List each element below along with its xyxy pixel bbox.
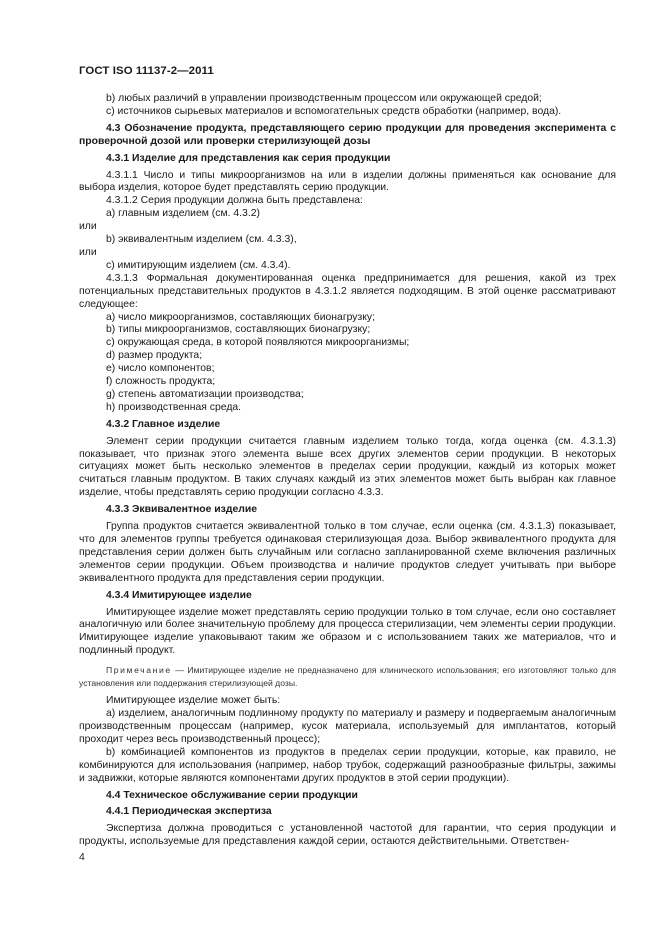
- or-separator: или: [79, 246, 97, 258]
- list-item: c) окружающая среда, в которой появляются микроорганизмы;: [106, 337, 410, 349]
- list-item: g) степень автоматизации производства;: [106, 388, 304, 400]
- list-item: a) главным изделием (см. 4.3.2): [106, 208, 260, 220]
- list-item: c) источников сырьевых материалов и вспомогательных средств обработки (например, вода).: [106, 105, 562, 117]
- list-item: f) сложность продукта;: [106, 376, 216, 388]
- list-item: b) эквивалентным изделием (см. 4.3.3),: [106, 234, 297, 246]
- list-item: b) любых различий в управлении производственным процессом или окружающей средой;: [106, 93, 542, 104]
- paragraph: Имитирующее изделие может быть:: [106, 695, 281, 707]
- page-content: [79, 93, 616, 849]
- paragraph-4-3-1-3: 4.3.1.3 Формальная документированная оценка предпринимается для решения, какой из трех потенциальных представительных продуктов в 4.3.1.2 является подходящим. В этой оценке рассматривают следующее:: [79, 272, 616, 310]
- list-item: h) производственная среда.: [106, 401, 242, 413]
- section-heading-4-3-1: 4.3.1 Изделие для представления как серия продукции: [106, 152, 391, 164]
- or-separator: или: [79, 221, 97, 233]
- note-text: — Имитирующее изделие не предназначено для клинического использования; его изготовляют только для установления или поддержания стерилизующей дозы.: [79, 665, 616, 688]
- section-heading-4-4-1: 4.4.1 Периодическая экспертиза: [106, 806, 272, 818]
- section-heading-4-3-3: 4.3.3 Эквивалентное изделие: [106, 504, 257, 516]
- paragraph-4-3-3: Группа продуктов считается эквивалентной только в том случае, если оценка (см. 4.3.1.3) показывает, что для элементов группы требуется одинаковая стерилизующая доза. Выбор эквивалентного продукта для представления серии должен быть случайным или согласно запланированной схеме включения различных элементов серии продукции. Объем производства и наличие продуктов следует учитывать при выборе эквивалентного продукта для представления серии продукции.: [79, 521, 616, 584]
- section-heading-4-3-2: 4.3.2 Главное изделие: [106, 418, 221, 430]
- note: [79, 664, 616, 689]
- list-item: b) комбинацией компонентов из продуктов в пределах серии продукции, которые, как правило, не комбинируются для использования (например, набор трубок, содержащий разнообразные фильтры, зажимы и задвижки, которые являются компонентами других продуктов в этой серии продукции).: [79, 746, 616, 784]
- list-item: c) имитирующим изделием (см. 4.3.4).: [106, 259, 291, 271]
- section-heading-4-4: 4.4 Техническое обслуживание серии продукции: [106, 789, 358, 801]
- paragraph-4-4-1: Экспертиза должна проводиться с установленной частотой для гарантии, что серия продукции и продукты, используемые для представления каждой серии, остаются действительными. Ответствен-: [79, 823, 616, 848]
- list-item: a) изделием, аналогичным подлинному продукту по материалу и размеру и подвергаемым аналогичным производственным процессам (например, кусок материала, используемый для имплантатов, который проходит через весь производственный процесс);: [79, 708, 616, 745]
- paragraph-4-3-1-1: 4.3.1.1 Число и типы микроорганизмов на или в изделии должны применяться как основание для выбора изделия, которое будет представлять серию продукции.: [79, 169, 616, 194]
- list-item: e) число компонентов;: [106, 363, 215, 375]
- list-item: b) типы микроорганизмов, составляющих бионагрузку;: [106, 324, 371, 336]
- paragraph-4-3-4: Имитирующее изделие может представлять серию продукции только в том случае, если оно составляет аналогичную или более значительную проблему для процесса стерилизации, чем элементы серии продукции. Имитирующее изделие упаковывают таким же образом и с использованием таких же материалов, что и подлинный продукт.: [79, 606, 616, 657]
- note-label: Примечание: [106, 665, 172, 676]
- list-item: d) размер продукта;: [106, 350, 203, 362]
- page-number: 4: [79, 852, 85, 863]
- paragraph-4-3-2: Элемент серии продукции считается главным изделием только тогда, когда оценка (см. 4.3.1.3) показывает, что признак этого элемента выше всех других элементов серии продукции. В некоторых ситуациях может быть несколько элементов в пределах серии продукции, каждый из которых может считаться главным продуктом. В таких случаях каждый из этих элементов может быть выбран как главное изделие, чтобы представлять серию продукции согласно 4.3.3.: [79, 435, 616, 499]
- section-heading-4-3-4: 4.3.4 Имитирующее изделие: [106, 589, 252, 601]
- list-item: a) число микроорганизмов, составляющих бионагрузку;: [106, 311, 375, 323]
- section-heading-4-3: 4.3 Обозначение продукта, представляющего серию продукции для проведения эксперимента с проверочной дозой или проверки стерилизующей дозы: [79, 122, 616, 147]
- standard-header: ГОСТ ISO 11137-2—2011: [79, 65, 214, 77]
- paragraph-4-3-1-2: 4.3.1.2 Серия продукции должна быть представлена:: [106, 195, 363, 207]
